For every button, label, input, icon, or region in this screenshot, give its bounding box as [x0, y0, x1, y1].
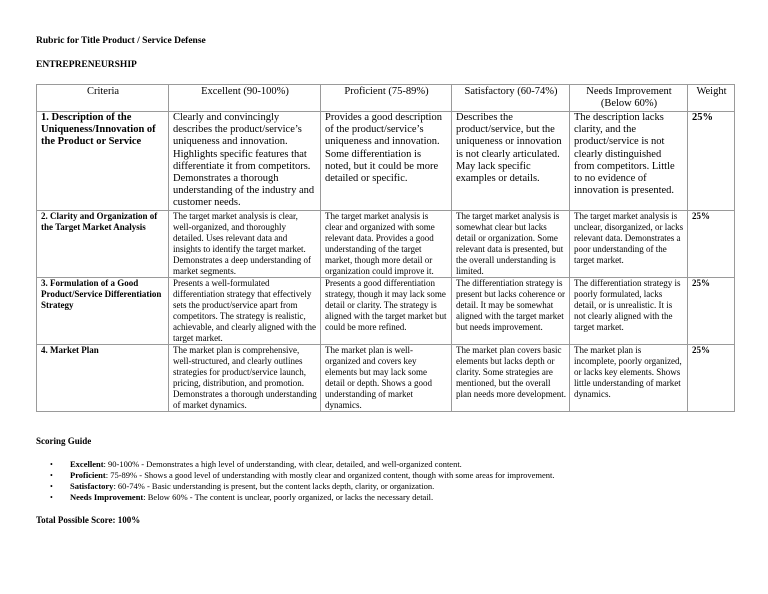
proficient-cell: The target market analysis is clear and organized with some relevant data. Provides a good understanding of the target market, though more detail or organization could improve it.: [321, 210, 452, 277]
proficient-cell: Provides a good description of the product/service’s uniqueness and innovation. Some differentiation is noted, but it could be more detailed or specific.: [321, 112, 452, 211]
header-criteria: Criteria: [37, 85, 169, 112]
weight-cell: 25%: [688, 344, 735, 411]
excellent-cell: Presents a well-formulated differentiation strategy that effectively sets the product/service apart from competitors. The strategy is realistic, achievable, and clearly aligned with the target market.: [169, 277, 321, 344]
list-item: [50, 470, 760, 481]
satisfactory-cell: The market plan covers basic elements but lacks depth or clarity. Some strategies are mentioned, but the overall plan needs more development.: [452, 344, 570, 411]
score-level-label: Needs Improvement: [70, 492, 144, 502]
table-row: [37, 344, 735, 411]
needs-improvement-cell: The target market analysis is unclear, disorganized, or lacks relevant data. Demonstrates a poor understanding of the target market.: [570, 210, 688, 277]
bullet-icon: •: [50, 471, 53, 480]
header-weight: Weight: [688, 85, 735, 112]
header-needs-improvement: Needs Improvement (Below 60%): [570, 85, 688, 112]
bullet-icon: •: [50, 482, 53, 491]
scoring-guide-list: [36, 459, 760, 503]
criteria-cell: 4. Market Plan: [37, 344, 169, 411]
score-level-label: Proficient: [70, 470, 106, 480]
list-item: [50, 492, 760, 503]
header-row: [37, 85, 735, 112]
total-score: [36, 515, 140, 525]
needs-improvement-cell: The differentiation strategy is poorly formulated, lacks detail, or is unrealistic. It is not clearly aligned with the target market.: [570, 277, 688, 344]
list-item: [50, 459, 760, 470]
header-proficient: Proficient (75-89%): [321, 85, 452, 112]
table-row: [37, 210, 735, 277]
needs-improvement-cell: The market plan is incomplete, poorly organized, or lacks key elements. Shows little understanding of market dynamics.: [570, 344, 688, 411]
document-title: Rubric for Title Product / Service Defense: [36, 36, 206, 46]
excellent-cell: The market plan is comprehensive, well-structured, and clearly outlines strategies for product/service launch, pricing, distribution, and promotion. Demonstrates a thorough understanding of market dynamics.: [169, 344, 321, 411]
score-level-label: Satisfactory: [70, 481, 114, 491]
total-score-label: Total Possible Score: [36, 515, 113, 525]
score-level-description: : 90-100% - Demonstrates a high level of understanding, with clear, detailed, and well-organized content.: [103, 459, 462, 469]
weight-cell: 25%: [688, 277, 735, 344]
document-subtitle: ENTREPRENEURSHIP: [36, 60, 137, 70]
table-row: [37, 112, 735, 211]
weight-cell: 25%: [688, 112, 735, 211]
rubric-table: [36, 84, 735, 412]
scoring-guide-title: Scoring Guide: [36, 436, 92, 446]
needs-improvement-cell: The description lacks clarity, and the product/service is not clearly distinguished from competitors. Little to no evidence of innovation is presented.: [570, 112, 688, 211]
proficient-cell: Presents a good differentiation strategy, though it may lack some detail or clarity. The strategy is aligned with the target market but could be more refined.: [321, 277, 452, 344]
criteria-cell: 2. Clarity and Organization of the Target Market Analysis: [37, 210, 169, 277]
excellent-cell: The target market analysis is clear, well-organized, and thoroughly detailed. Uses relevant data and insights to identify the target market. Demonstrates a deep understanding of market segments.: [169, 210, 321, 277]
proficient-cell: The market plan is well-organized and covers key elements but may lack some detail or depth. Shows a good understanding of market dynamics.: [321, 344, 452, 411]
criteria-cell: 1. Description of the Uniqueness/Innovation of the Product or Service: [37, 112, 169, 211]
satisfactory-cell: The target market analysis is somewhat clear but lacks detail or organization. Some relevant data is presented, but the overall understanding is limited.: [452, 210, 570, 277]
header-satisfactory: Satisfactory (60-74%): [452, 85, 570, 112]
weight-cell: 25%: [688, 210, 735, 277]
excellent-cell: Clearly and convincingly describes the product/service’s uniqueness and innovation. Highlights specific features that differentiate it from competitors. Demonstrates a thorough understanding of the industry and customer needs.: [169, 112, 321, 211]
header-excellent: Excellent (90-100%): [169, 85, 321, 112]
satisfactory-cell: Describes the product/service, but the uniqueness or innovation is not clearly articulated. May lack specific examples or details.: [452, 112, 570, 211]
bullet-icon: •: [50, 493, 53, 502]
score-level-label: Excellent: [70, 459, 104, 469]
list-item: [50, 481, 760, 492]
score-level-description: : Below 60% - The content is unclear, poorly organized, or lacks the necessary detail.: [143, 492, 434, 502]
bullet-icon: •: [50, 460, 53, 469]
criteria-cell: 3. Formulation of a Good Product/Service Differentiation Strategy: [37, 277, 169, 344]
total-score-value: : 100%: [112, 515, 141, 525]
satisfactory-cell: The differentiation strategy is present but lacks coherence or detail. It may be somewhat aligned with the target market but needs improvement.: [452, 277, 570, 344]
score-level-description: : 60-74% - Basic understanding is present, but the content lacks depth, clarity, or organization.: [113, 481, 435, 491]
score-level-description: : 75-89% - Shows a good level of understanding with mostly clear and organized content, though with some areas for improvement.: [105, 470, 555, 480]
table-row: [37, 277, 735, 344]
